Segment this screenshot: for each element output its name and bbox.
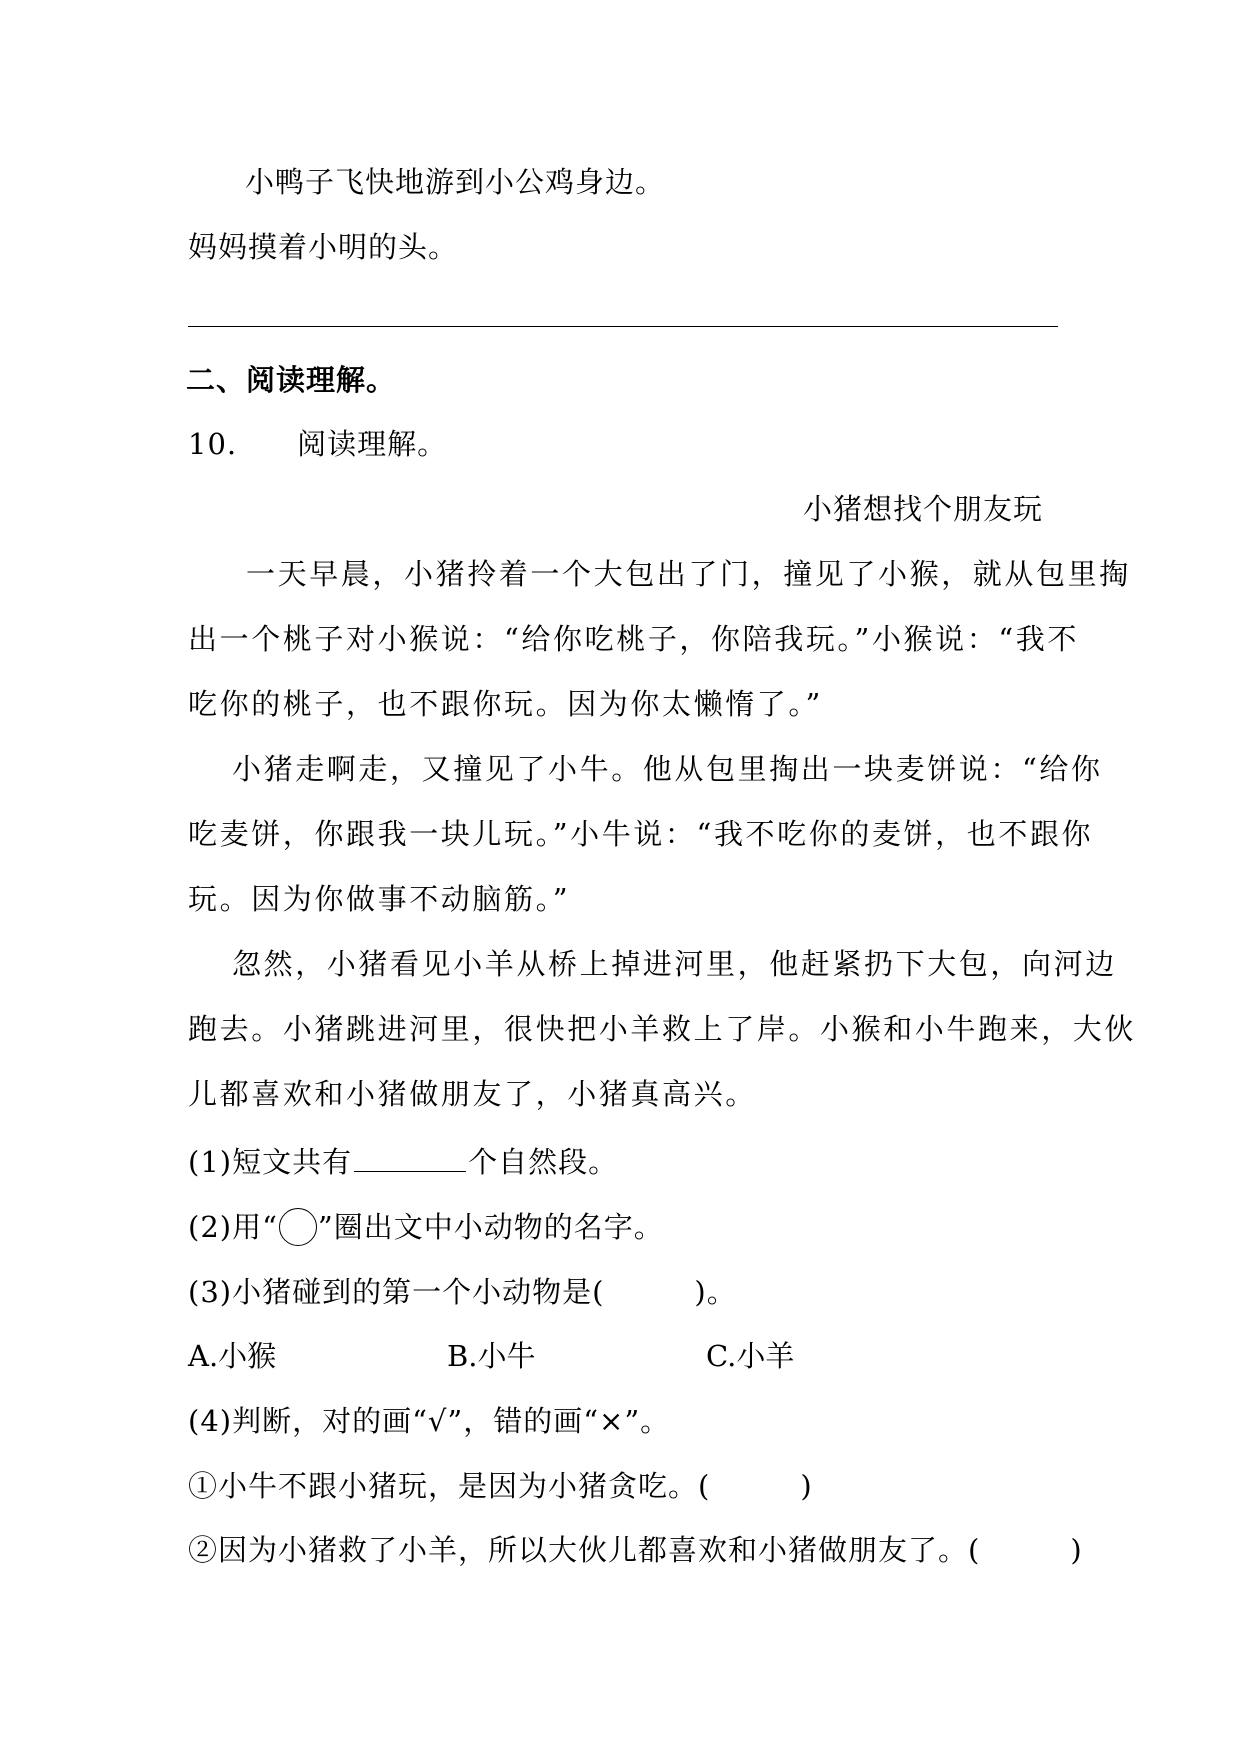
story-line: 吃你的桃子，也不跟你玩。因为你太懒惰了。” bbox=[188, 687, 823, 721]
story-line: 玩。因为你做事不动脑筋。” bbox=[188, 882, 571, 916]
story-line: 一天早晨，小猪拎着一个大包出了门，撞见了小猴，就从包里掏 bbox=[246, 557, 1131, 591]
divider-line bbox=[188, 326, 1058, 327]
item-1-text: ①小牛不跟小猪玩，是因为小猪贪吃。( bbox=[188, 1469, 711, 1503]
q2-text-before: (2)用“ bbox=[188, 1210, 278, 1244]
option-b[interactable]: B.小牛 bbox=[447, 1339, 536, 1373]
item-1-close: ) bbox=[800, 1469, 813, 1503]
sentence-1: 小鸭子飞快地游到小公鸡身边。 bbox=[245, 165, 666, 199]
item-2-text: ②因为小猪救了小羊，所以大伙儿都喜欢和小猪做朋友了。( bbox=[188, 1533, 981, 1567]
q1-text-after: 个自然段。 bbox=[468, 1145, 619, 1179]
story-line: 儿都喜欢和小猪做朋友了，小猪真高兴。 bbox=[188, 1077, 757, 1111]
question-2 bbox=[188, 1207, 664, 1247]
option-c[interactable]: C.小羊 bbox=[706, 1339, 795, 1373]
item-2-close: ) bbox=[1070, 1533, 1083, 1567]
q3-close: )。 bbox=[694, 1275, 737, 1309]
judgement-item-1 bbox=[188, 1466, 813, 1506]
story-title: 小猪想找个朋友玩 bbox=[803, 492, 1044, 526]
story-line: 吃麦饼，你跟我一块儿玩。”小牛说：“我不吃你的麦饼，也不跟你 bbox=[188, 817, 1094, 851]
q1-text-before: (1)短文共有 bbox=[188, 1145, 353, 1179]
story-line: 忽然，小猪看见小羊从桥上掉进河里，他赶紧扔下大包，向河边 bbox=[232, 947, 1117, 981]
question-label: 阅读理解。 bbox=[297, 427, 448, 461]
question-4: (4)判断，对的画“√”，错的画“×”。 bbox=[188, 1404, 671, 1438]
q3-text: (3)小猪碰到的第一个小动物是( bbox=[188, 1275, 605, 1309]
question-header bbox=[188, 424, 447, 464]
story-line: 出一个桃子对小猴说：“给你吃桃子，你陪我玩。”小猴说：“我不 bbox=[188, 622, 1079, 656]
judgement-item-2 bbox=[188, 1530, 1083, 1570]
q2-text-after: ”圈出文中小动物的名字。 bbox=[317, 1210, 664, 1244]
question-1 bbox=[188, 1142, 618, 1182]
answer-blank[interactable] bbox=[354, 1143, 466, 1172]
story-line: 小猪走啊走，又撞见了小牛。他从包里掏出一块麦饼说：“给你 bbox=[232, 752, 1103, 786]
story-line: 跑去。小猪跳进河里，很快把小羊救上了岸。小猴和小牛跑来，大伙 bbox=[188, 1012, 1137, 1046]
option-a[interactable]: A.小猴 bbox=[188, 1339, 277, 1373]
question-3 bbox=[188, 1272, 737, 1312]
question-number: 10. bbox=[188, 427, 238, 461]
circle-icon bbox=[279, 1208, 317, 1246]
section-title: 二、阅读理解。 bbox=[186, 363, 397, 397]
sentence-2: 妈妈摸着小明的头。 bbox=[188, 230, 459, 264]
